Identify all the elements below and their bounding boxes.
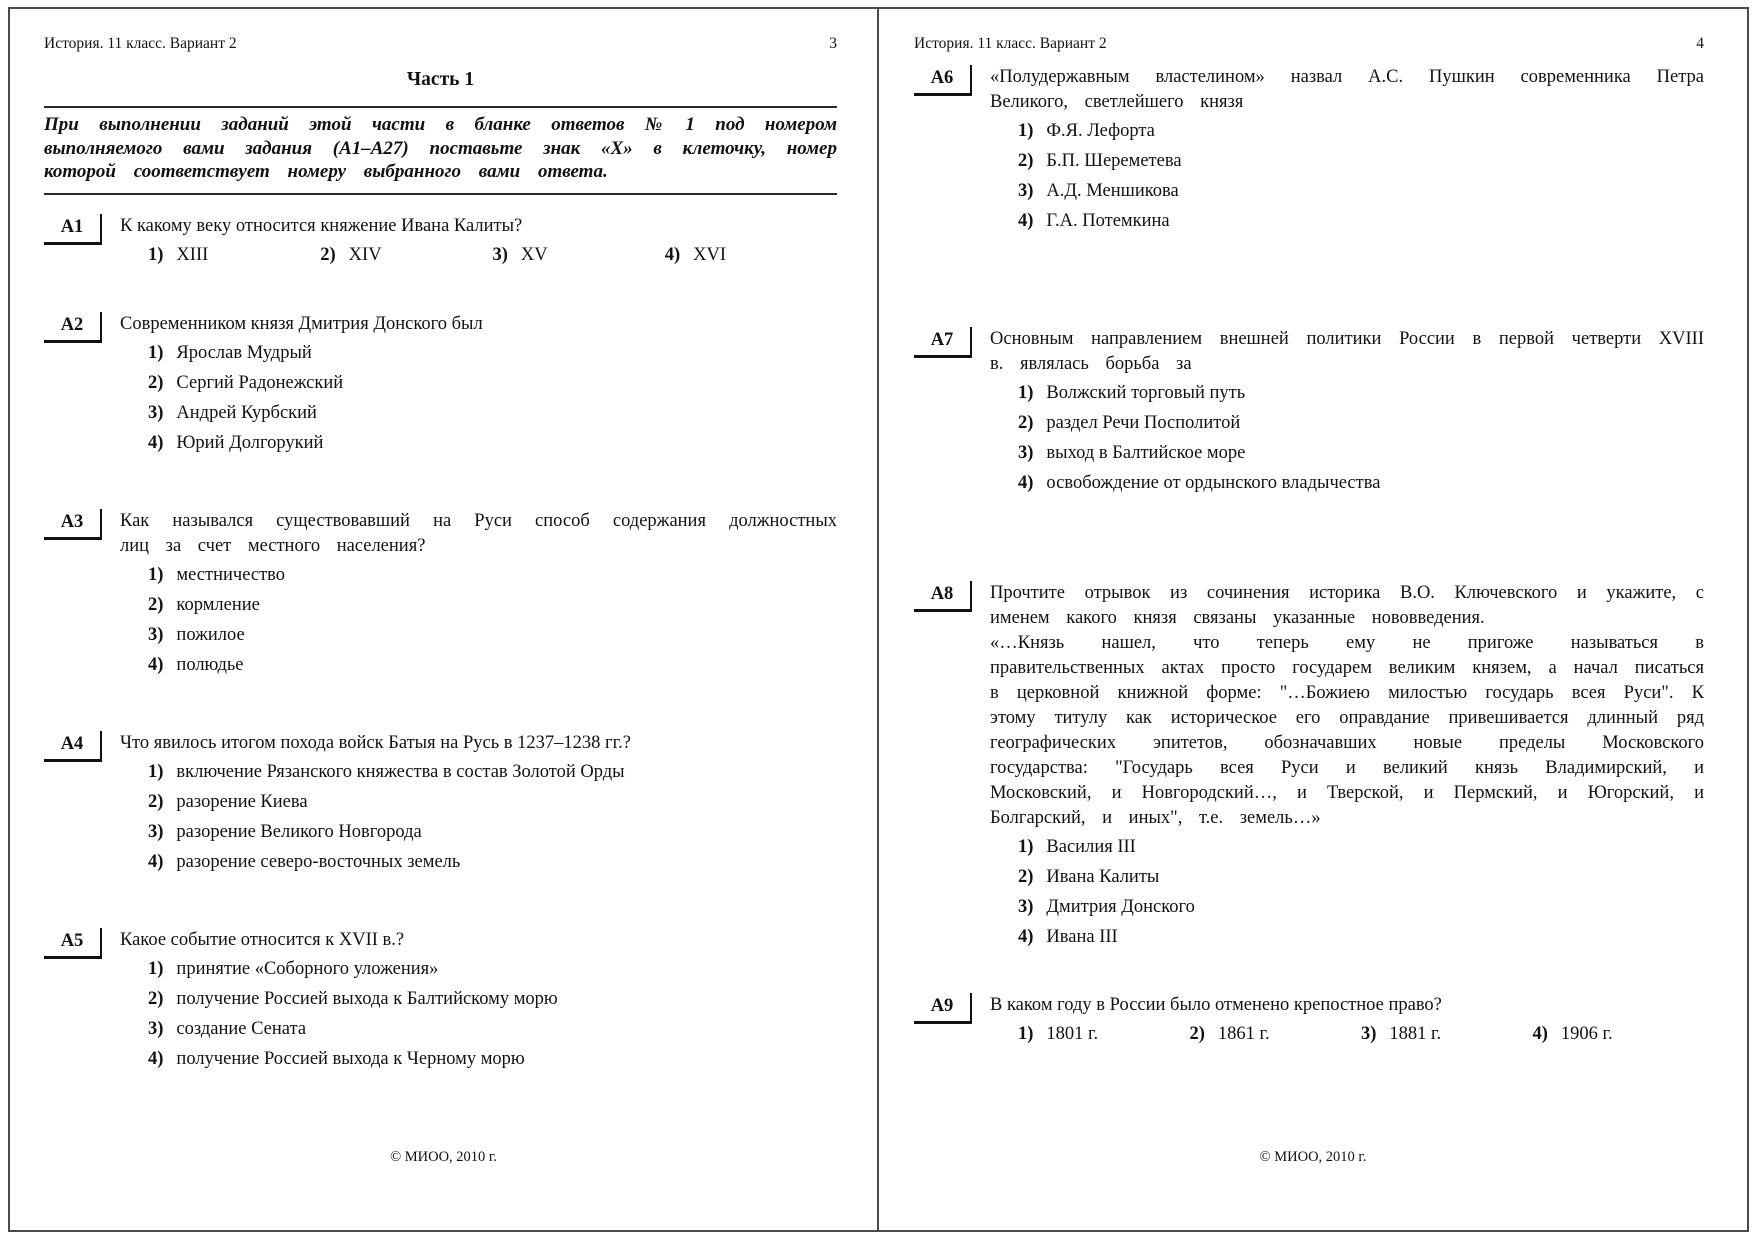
option-item (148, 245, 320, 267)
page-header-title: История. 11 класс. Вариант 2 (914, 35, 1107, 52)
option-number: 3) (1361, 1024, 1377, 1044)
page-header (44, 35, 837, 53)
option-item (148, 989, 837, 1011)
question-text: В каком году в России было отменено крепостное право? (990, 995, 1442, 1015)
option-text: Юрий Долгорукий (176, 433, 324, 453)
question-a5 (44, 928, 837, 1079)
page-4 (879, 9, 1747, 1230)
question-a7 (914, 327, 1704, 503)
option-text: местничество (176, 565, 286, 585)
option-text: XIII (176, 244, 209, 265)
option-text: XVI (693, 244, 727, 265)
option-item (1018, 151, 1704, 173)
option-number: 1) (1018, 837, 1034, 857)
option-item (148, 373, 837, 395)
question-label: А4 (44, 731, 102, 762)
option-number: 4) (148, 433, 164, 453)
option-text: получение Россией выхода к Черному морю (176, 1049, 525, 1069)
option-item (1018, 1024, 1190, 1046)
option-item (1018, 121, 1704, 143)
option-number: 3) (148, 1019, 164, 1039)
option-item (1018, 473, 1704, 495)
question-a1 (44, 214, 837, 267)
option-number: 1) (1018, 121, 1034, 141)
option-text: разорение северо-восточных земель (176, 852, 461, 872)
part-title: Часть 1 (406, 69, 475, 90)
option-number: 3) (492, 244, 508, 265)
option-number: 4) (664, 244, 681, 265)
option-item (1361, 1024, 1533, 1046)
question-label: А9 (914, 993, 972, 1024)
option-number: 2) (1189, 1024, 1205, 1044)
option-number: 3) (1018, 443, 1034, 463)
option-item (1018, 867, 1704, 889)
option-number: 2) (148, 595, 164, 615)
question-text: Как назывался существовавший на Руси способ содержания должностных лиц за счет местного населения? (120, 511, 837, 556)
option-text: Ярослав Мудрый (176, 343, 312, 363)
option-text: разорение Великого Новгорода (176, 822, 422, 842)
question-label: А2 (44, 312, 102, 343)
question-label: А6 (914, 65, 972, 96)
option-number: 4) (1532, 1024, 1548, 1044)
page-header (914, 35, 1704, 53)
question-a3 (44, 509, 837, 685)
question-a2 (44, 312, 837, 463)
options-list (1018, 383, 1704, 495)
question-text: Прочтите отрывок из сочинения историка В.О. Ключевского и укажите, с именем какого князя связаны указанные нововведения. (990, 583, 1704, 628)
question-label: А1 (44, 214, 102, 245)
option-item (148, 959, 837, 981)
option-item (148, 1019, 837, 1041)
question-body (120, 214, 837, 267)
option-number: 1) (148, 244, 164, 265)
question-text: Основным направлением внешней политики России в первой четверти XVIII в. являлась борьба за (990, 329, 1704, 374)
option-text: включение Рязанского княжества в состав Золотой Орды (176, 762, 625, 782)
option-text: Василия III (1046, 837, 1136, 857)
option-text: Б.П. Шереметева (1046, 151, 1182, 171)
question-body (990, 581, 1704, 957)
option-number: 4) (1018, 473, 1034, 493)
option-item (148, 852, 837, 874)
page-header-title: История. 11 класс. Вариант 2 (44, 35, 237, 52)
option-text: выход в Балтийское море (1046, 443, 1246, 463)
option-number: 1) (148, 762, 164, 782)
option-item (148, 565, 837, 587)
option-number: 2) (320, 244, 336, 265)
page-number: 3 (829, 35, 837, 52)
question-label: А3 (44, 509, 102, 540)
option-text: принятие «Соборного уложения» (176, 959, 439, 979)
options-list (148, 762, 837, 874)
option-item (148, 1049, 837, 1071)
option-text: освобождение от ордынского владычества (1046, 473, 1381, 493)
question-body (120, 928, 837, 1079)
option-item (320, 245, 492, 267)
question-text: Современником князя Дмитрия Донского был (120, 314, 483, 334)
option-text: получение Россией выхода к Балтийскому морю (176, 989, 558, 1009)
option-item (1018, 211, 1704, 233)
option-number: 4) (148, 1049, 164, 1069)
option-item (1190, 1024, 1362, 1046)
question-label: А7 (914, 327, 972, 358)
option-text: Ф.Я. Лефорта (1046, 121, 1155, 141)
option-number: 2) (148, 792, 164, 812)
question-a6 (914, 65, 1704, 241)
option-item (665, 245, 837, 267)
option-item (148, 343, 837, 365)
option-number: 2) (1018, 151, 1034, 171)
option-item (148, 625, 837, 647)
option-number: 4) (148, 655, 164, 675)
option-item (148, 762, 837, 784)
option-text: Ивана III (1046, 927, 1118, 947)
options-list (1018, 837, 1704, 949)
option-number: 4) (148, 852, 164, 872)
question-text: Что явилось итогом похода войск Батыя на Русь в 1237–1238 гг.? (120, 733, 631, 753)
exam-sheet (8, 7, 1749, 1232)
option-item (1018, 897, 1704, 919)
option-number: 2) (1018, 413, 1034, 433)
option-number: 3) (148, 403, 164, 423)
option-number: 3) (1018, 897, 1034, 917)
option-item (148, 792, 837, 814)
option-text: 1881 г. (1389, 1024, 1442, 1044)
question-body (990, 993, 1704, 1046)
instructions-box: При выполнении заданий этой части в бланке ответов № 1 под номером выполняемого вами задания (А1–А27) поставьте знак «Х» в клеточку, номер которой соответствует номеру выбранного вами ответа. (44, 106, 837, 195)
option-number: 1) (1018, 1024, 1034, 1044)
option-item (148, 433, 837, 455)
option-number: 1) (148, 959, 164, 979)
question-a8 (914, 581, 1704, 957)
question-body (120, 509, 837, 685)
option-text: Сергий Радонежский (176, 373, 344, 393)
question-body (120, 312, 837, 463)
option-number: 2) (148, 989, 164, 1009)
option-number: 3) (148, 822, 164, 842)
page-footer: © МИОО, 2010 г. (1259, 1149, 1367, 1165)
options-list (1018, 121, 1704, 233)
option-text: XV (520, 244, 548, 265)
options-row (1018, 1024, 1704, 1046)
question-body (990, 327, 1704, 503)
question-body (990, 65, 1704, 241)
options-list (148, 565, 837, 677)
options-row (148, 245, 837, 267)
questions (914, 65, 1704, 1046)
option-number: 3) (148, 625, 164, 645)
page-footer: © МИОО, 2010 г. (390, 1149, 497, 1165)
option-number: 3) (1018, 181, 1034, 201)
option-text: Андрей Курбский (176, 403, 317, 423)
option-text: пожилое (176, 625, 245, 645)
option-item (148, 655, 837, 677)
question-label: А5 (44, 928, 102, 959)
option-item (1533, 1024, 1705, 1046)
question-body (120, 731, 837, 882)
option-number: 2) (1018, 867, 1034, 887)
option-text: Волжский торговый путь (1046, 383, 1246, 403)
option-item (1018, 383, 1704, 405)
questions (44, 214, 837, 1080)
option-number: 1) (1018, 383, 1034, 403)
option-text: Ивана Калиты (1046, 867, 1160, 887)
option-text: 1861 г. (1217, 1024, 1270, 1044)
option-number: 2) (148, 373, 164, 393)
option-number: 1) (148, 343, 164, 363)
option-item (1018, 181, 1704, 203)
option-text: разорение Киева (176, 792, 308, 812)
option-text: кормление (176, 595, 260, 615)
option-text: создание Сената (176, 1019, 307, 1039)
option-text: полюдье (176, 655, 244, 675)
option-number: 1) (148, 565, 164, 585)
page-3 (10, 9, 879, 1230)
question-label: А8 (914, 581, 972, 612)
option-text: раздел Речи Посполитой (1046, 413, 1241, 433)
options-list (148, 959, 837, 1071)
option-item (1018, 413, 1704, 435)
option-number: 4) (1018, 927, 1034, 947)
question-text: Какое событие относится к XVII в.? (120, 930, 405, 950)
question-text: К какому веку относится княжение Ивана Калиты? (120, 215, 523, 236)
question-a4 (44, 731, 837, 882)
option-item (148, 595, 837, 617)
option-item (148, 403, 837, 425)
option-item (1018, 927, 1704, 949)
option-text: 1801 г. (1046, 1024, 1099, 1044)
page-number: 4 (1696, 35, 1704, 52)
question-passage: «…Князь нашел, что теперь ему не пригоже называться в правительственных актах просто государем великим князем, а начал писаться в церковной книжной форме: "…Божиею милостью государь всея Руси". К этому титулу как историческое его оправдание привешивается длинный ряд географических эпитетов, обозначавших новые пределы Московского государства: "Государь всея Руси и великий князь Владимирский, и Московский, и Новгородский…, и Тверской, и Пермский, и Югорский, и Болгарский, и иных", т.е. земель…» (990, 633, 1704, 828)
option-item (1018, 443, 1704, 465)
question-text: «Полудержавным властелином» назвал А.С. Пушкин современника Петра Великого, светлейшего князя (990, 67, 1704, 112)
option-text: XIV (348, 244, 382, 265)
option-item (148, 822, 837, 844)
question-a9 (914, 993, 1704, 1046)
option-text: Дмитрия Донского (1046, 897, 1195, 917)
option-text: 1906 г. (1560, 1024, 1613, 1044)
option-text: Г.А. Потемкина (1046, 211, 1170, 231)
option-item (493, 245, 665, 267)
option-item (1018, 837, 1704, 859)
option-text: А.Д. Меншикова (1046, 181, 1179, 201)
option-number: 4) (1018, 211, 1034, 231)
options-list (148, 343, 837, 455)
